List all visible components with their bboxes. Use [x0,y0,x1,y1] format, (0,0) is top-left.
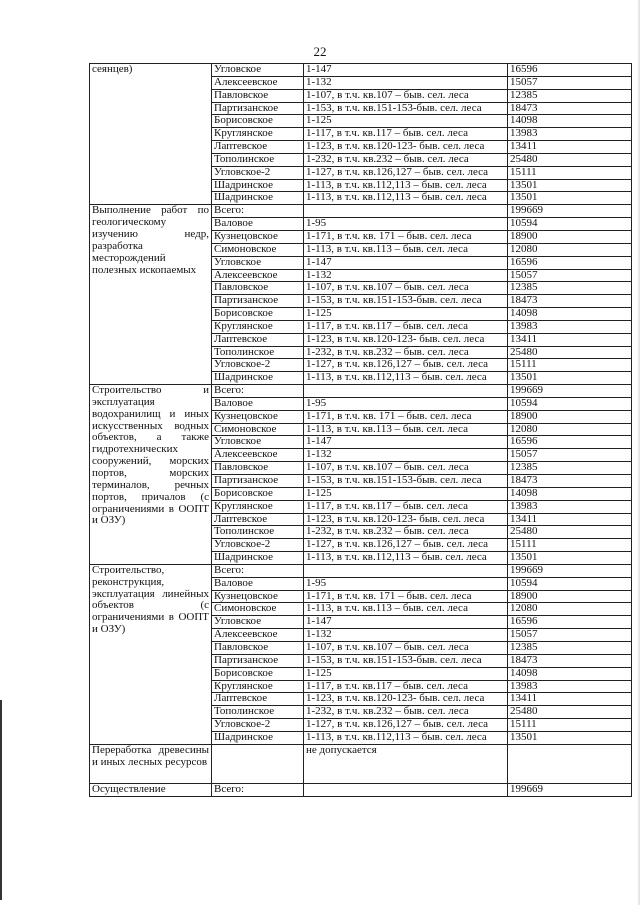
quarter-numbers-cell: 1-107, в т.ч. кв.107 – быв. сел. леса [304,462,508,475]
area-cell: 18900 [508,410,632,423]
activity-cell: Строительство и эксплуатация водохранилищ и иных искусственных водных объектов, а также гидротехнических сооружений, морских портов, морских терминалов, речных портов, причалов (с ограничениями в ООПТ и ОЗУ) [90,385,212,565]
forest-name-cell: Тополинское [212,153,304,166]
quarter-numbers-cell: 1-127, в т.ч. кв.126,127 – быв. сел. леса [304,359,508,372]
forest-name-cell: Павловское [212,462,304,475]
area-cell: 15111 [508,359,632,372]
quarter-numbers-cell: 1-132 [304,449,508,462]
forest-name-cell: Всего: [212,205,304,218]
quarter-numbers-cell: 1-232, в т.ч. кв.232 – быв. сел. леса [304,346,508,359]
area-cell: 12080 [508,423,632,436]
page-number: 22 [313,44,327,59]
quarter-numbers-cell: 1-153, в т.ч. кв.151-153-быв. сел. леса [304,654,508,667]
table-row [90,744,632,783]
forest-name-cell: Лаптевское [212,513,304,526]
quarter-numbers-cell: 1-147 [304,64,508,77]
area-cell: 12385 [508,641,632,654]
forest-name-cell: Кузнецовское [212,230,304,243]
forest-name-cell: Лаптевское [212,141,304,154]
forest-name-cell: Алексеевское [212,76,304,89]
area-cell: 199669 [508,385,632,398]
table-row [90,385,632,398]
quarter-numbers-cell: 1-113, в т.ч. кв.112,113 – быв. сел. леса [304,192,508,205]
area-cell: 10594 [508,218,632,231]
quarter-numbers-cell: 1-127, в т.ч. кв.126,127 – быв. сел. леса [304,719,508,732]
quarter-numbers-cell: 1-107, в т.ч. кв.107 – быв. сел. леса [304,641,508,654]
area-cell: 14098 [508,667,632,680]
scan-binding-mark [0,700,2,900]
area-cell: 25480 [508,526,632,539]
area-cell: 13411 [508,141,632,154]
quarter-numbers-cell [304,783,508,796]
forest-name-cell: Павловское [212,89,304,102]
quarter-numbers-cell: 1-123, в т.ч. кв.120-123- быв. сел. леса [304,693,508,706]
quarter-numbers-cell: 1-132 [304,629,508,642]
area-cell: 16596 [508,436,632,449]
forest-name-cell: Всего: [212,564,304,577]
activity-cell: сеянцев) [90,64,212,205]
area-cell: 14098 [508,308,632,321]
quarter-numbers-cell: 1-123, в т.ч. кв.120-123- быв. сел. леса [304,141,508,154]
area-cell [508,744,632,783]
quarter-numbers-cell: 1-147 [304,616,508,629]
forest-name-cell: Павловское [212,282,304,295]
area-cell: 15057 [508,629,632,642]
quarter-numbers-cell: 1-153, в т.ч. кв.151-153-быв. сел. леса [304,102,508,115]
quarter-numbers-cell: 1-125 [304,667,508,680]
area-cell: 14098 [508,115,632,128]
area-cell: 25480 [508,153,632,166]
quarter-numbers-cell: 1-113, в т.ч. кв.112,113 – быв. сел. леса [304,179,508,192]
forest-name-cell: Кузнецовское [212,410,304,423]
forest-name-cell: Симоновское [212,243,304,256]
area-cell: 199669 [508,783,632,796]
area-cell: 18473 [508,475,632,488]
area-cell: 12080 [508,603,632,616]
area-cell: 15111 [508,719,632,732]
forest-name-cell: Партизанское [212,295,304,308]
forest-name-cell: Симоновское [212,603,304,616]
area-cell: 13501 [508,552,632,565]
quarter-numbers-cell: 1-125 [304,308,508,321]
forest-name-cell: Шадринское [212,192,304,205]
quarter-numbers-cell: 1-113, в т.ч. кв.113 – быв. сел. леса [304,243,508,256]
area-cell: 25480 [508,346,632,359]
forest-name-cell: Алексеевское [212,269,304,282]
forest-name-cell: Угловское [212,64,304,77]
forest-name-cell: Валовое [212,397,304,410]
quarter-numbers-cell: 1-95 [304,577,508,590]
forest-name-cell: Партизанское [212,654,304,667]
area-cell: 18473 [508,295,632,308]
area-cell: 12080 [508,243,632,256]
activity-cell: Осуществление [90,783,212,796]
area-cell: 13983 [508,320,632,333]
forest-name-cell: Партизанское [212,475,304,488]
forest-name-cell: Угловское [212,436,304,449]
forest-name-cell: Тополинское [212,526,304,539]
forest-name-cell: Партизанское [212,102,304,115]
quarter-numbers-cell: 1-117, в т.ч. кв.117 – быв. сел. леса [304,680,508,693]
quarter-numbers-cell: 1-232, в т.ч. кв.232 – быв. сел. леса [304,706,508,719]
area-cell: 13501 [508,179,632,192]
forest-name-cell [212,744,304,783]
area-cell: 18473 [508,654,632,667]
forest-name-cell: Угловское-2 [212,359,304,372]
forest-name-cell: Тополинское [212,706,304,719]
area-cell: 199669 [508,564,632,577]
forest-name-cell: Тополинское [212,346,304,359]
forest-name-cell: Борисовское [212,115,304,128]
table-row [90,205,632,218]
quarter-numbers-cell: 1-117, в т.ч. кв.117 – быв. сел. леса [304,320,508,333]
forest-name-cell: Кузнецовское [212,590,304,603]
area-cell: 15111 [508,166,632,179]
area-cell: 16596 [508,256,632,269]
forest-activity-table [89,63,632,797]
forest-name-cell: Угловское-2 [212,719,304,732]
quarter-numbers-cell: 1-95 [304,218,508,231]
forest-name-cell: Всего: [212,783,304,796]
quarter-numbers-cell: 1-153, в т.ч. кв.151-153-быв. сел. леса [304,475,508,488]
area-cell: 15111 [508,539,632,552]
quarter-numbers-cell: 1-95 [304,397,508,410]
forest-name-cell: Круглянское [212,128,304,141]
area-cell: 10594 [508,577,632,590]
table-row [90,564,632,577]
forest-name-cell: Всего: [212,385,304,398]
quarter-numbers-cell: 1-113, в т.ч. кв.112,113 – быв. сел. леса [304,372,508,385]
forest-name-cell: Круглянское [212,500,304,513]
quarter-numbers-cell: 1-113, в т.ч. кв.113 – быв. сел. леса [304,423,508,436]
quarter-numbers-cell: 1-147 [304,436,508,449]
quarter-numbers-cell: 1-123, в т.ч. кв.120-123- быв. сел. леса [304,513,508,526]
forest-name-cell: Борисовское [212,667,304,680]
quarter-numbers-cell: 1-125 [304,487,508,500]
forest-name-cell: Валовое [212,218,304,231]
area-cell: 13501 [508,731,632,744]
quarter-numbers-cell: 1-113, в т.ч. кв.113 – быв. сел. леса [304,603,508,616]
quarter-numbers-cell: 1-113, в т.ч. кв.112,113 – быв. сел. леса [304,552,508,565]
forest-name-cell: Шадринское [212,179,304,192]
forest-name-cell: Борисовское [212,308,304,321]
activity-cell: Переработка древесины и иных лесных ресурсов [90,744,212,783]
table-body [90,64,632,797]
forest-name-cell: Угловское-2 [212,539,304,552]
area-cell: 18900 [508,230,632,243]
area-cell: 12385 [508,282,632,295]
activity-cell: Выполнение работ по геологическому изучению недр, разработка месторождений полезных ископаемых [90,205,212,385]
quarter-numbers-cell: 1-147 [304,256,508,269]
table-row [90,64,632,77]
quarter-numbers-cell: 1-107, в т.ч. кв.107 – быв. сел. леса [304,89,508,102]
quarter-numbers-cell: 1-132 [304,269,508,282]
forest-name-cell: Лаптевское [212,693,304,706]
area-cell: 12385 [508,89,632,102]
quarter-numbers-cell: 1-132 [304,76,508,89]
quarter-numbers-cell: 1-123, в т.ч. кв.120-123- быв. сел. леса [304,333,508,346]
quarter-numbers-cell: 1-171, в т.ч. кв. 171 – быв. сел. леса [304,230,508,243]
table-row [90,783,632,796]
forest-name-cell: Алексеевское [212,449,304,462]
area-cell: 13411 [508,333,632,346]
forest-name-cell: Валовое [212,577,304,590]
area-cell: 25480 [508,706,632,719]
area-cell: 12385 [508,462,632,475]
area-cell: 10594 [508,397,632,410]
area-cell: 18900 [508,590,632,603]
activity-cell: Строительство, реконструкция, эксплуатация линейных объектов (с ограничениями в ООПТ и ОЗУ) [90,564,212,744]
forest-name-cell: Алексеевское [212,629,304,642]
area-cell: 199669 [508,205,632,218]
quarter-numbers-cell: 1-171, в т.ч. кв. 171 – быв. сел. леса [304,410,508,423]
quarter-numbers-cell: 1-232, в т.ч. кв.232 – быв. сел. леса [304,153,508,166]
note-cell: не допускается [304,744,508,783]
area-cell: 13983 [508,128,632,141]
forest-name-cell: Круглянское [212,320,304,333]
forest-name-cell: Угловское [212,256,304,269]
area-cell: 15057 [508,449,632,462]
quarter-numbers-cell: 1-117, в т.ч. кв.117 – быв. сел. леса [304,500,508,513]
quarter-numbers-cell [304,205,508,218]
quarter-numbers-cell: 1-127, в т.ч. кв.126,127 – быв. сел. леса [304,166,508,179]
area-cell: 16596 [508,64,632,77]
area-cell: 15057 [508,269,632,282]
quarter-numbers-cell [304,385,508,398]
area-cell: 13501 [508,372,632,385]
quarter-numbers-cell: 1-127, в т.ч. кв.126,127 – быв. сел. леса [304,539,508,552]
quarter-numbers-cell: 1-117, в т.ч. кв.117 – быв. сел. леса [304,128,508,141]
forest-name-cell: Симоновское [212,423,304,436]
area-cell: 13983 [508,500,632,513]
area-cell: 16596 [508,616,632,629]
forest-name-cell: Круглянское [212,680,304,693]
quarter-numbers-cell: 1-113, в т.ч. кв.112,113 – быв. сел. леса [304,731,508,744]
forest-name-cell: Шадринское [212,731,304,744]
forest-name-cell: Угловское [212,616,304,629]
quarter-numbers-cell: 1-125 [304,115,508,128]
forest-name-cell: Павловское [212,641,304,654]
forest-name-cell: Шадринское [212,372,304,385]
area-cell: 13501 [508,192,632,205]
quarter-numbers-cell [304,564,508,577]
forest-name-cell: Лаптевское [212,333,304,346]
area-cell: 13983 [508,680,632,693]
quarter-numbers-cell: 1-153, в т.ч. кв.151-153-быв. сел. леса [304,295,508,308]
quarter-numbers-cell: 1-232, в т.ч. кв.232 – быв. сел. леса [304,526,508,539]
area-cell: 13411 [508,693,632,706]
forest-name-cell: Шадринское [212,552,304,565]
area-cell: 14098 [508,487,632,500]
quarter-numbers-cell: 1-107, в т.ч. кв.107 – быв. сел. леса [304,282,508,295]
area-cell: 13411 [508,513,632,526]
area-cell: 15057 [508,76,632,89]
forest-name-cell: Угловское-2 [212,166,304,179]
forest-name-cell: Борисовское [212,487,304,500]
area-cell: 18473 [508,102,632,115]
quarter-numbers-cell: 1-171, в т.ч. кв. 171 – быв. сел. леса [304,590,508,603]
